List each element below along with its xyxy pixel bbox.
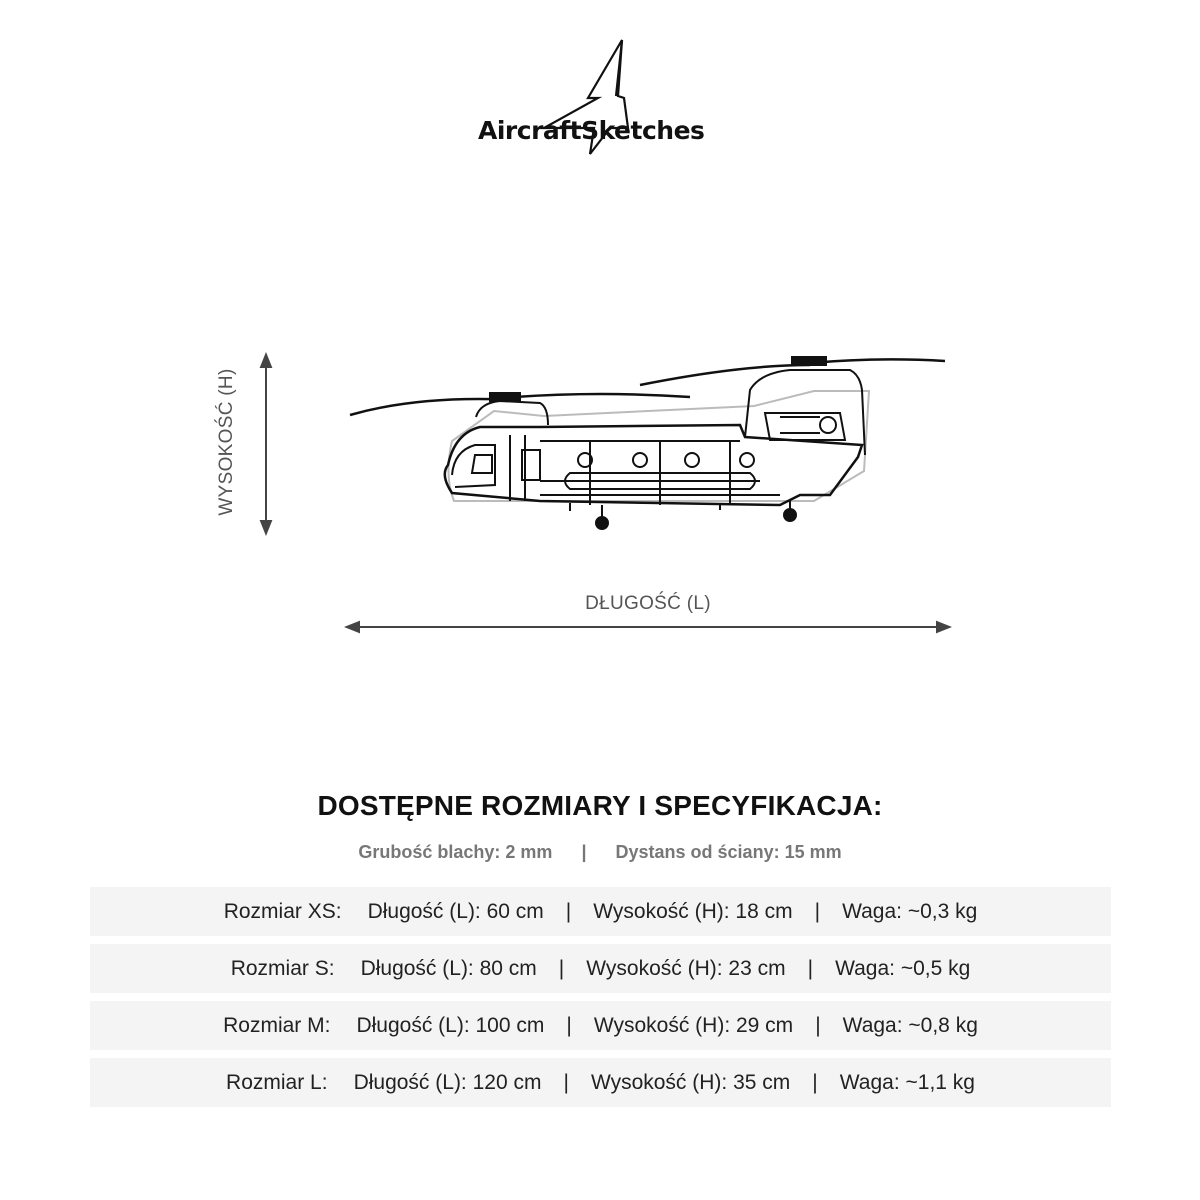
size-height: Wysokość (H): 29 cm	[593, 1013, 794, 1037]
spec-subtitle	[0, 842, 1200, 863]
size-row-m	[90, 1001, 1111, 1050]
separator: |	[815, 1013, 821, 1037]
helicopter-sketch	[340, 345, 960, 545]
sizes-table	[90, 887, 1111, 1115]
size-name: Rozmiar XS:	[223, 899, 342, 923]
size-height: Wysokość (H): 35 cm	[590, 1070, 791, 1094]
size-name: Rozmiar L:	[226, 1070, 328, 1094]
size-name: Rozmiar S:	[230, 956, 335, 980]
separator: |	[558, 956, 565, 980]
logo-text: AircraftSketches	[478, 116, 705, 145]
wall-distance: Dystans od ściany: 15 mm	[615, 842, 842, 862]
length-label: DŁUGOŚĆ (L)	[585, 593, 711, 614]
size-length: Długość (L): 100 cm	[356, 1013, 545, 1037]
size-weight: Waga: ~1,1 kg	[839, 1070, 975, 1094]
spec-title: DOSTĘPNE ROZMIARY I SPECYFIKACJA:	[317, 790, 883, 821]
size-weight: Waga: ~0,5 kg	[835, 956, 971, 980]
size-height: Wysokość (H): 18 cm	[593, 899, 793, 923]
size-row-l	[90, 1058, 1111, 1107]
size-weight: Waga: ~0,8 kg	[842, 1013, 978, 1037]
size-row-s	[90, 944, 1111, 993]
separator: |	[814, 899, 821, 923]
size-height: Wysokość (H): 23 cm	[586, 956, 786, 980]
size-name: Rozmiar M:	[223, 1013, 331, 1037]
size-length: Długość (L): 120 cm	[353, 1070, 542, 1094]
sheet-thickness: Grubość blachy: 2 mm	[358, 842, 553, 862]
separator: |	[563, 1070, 569, 1094]
size-length: Długość (L): 60 cm	[367, 899, 544, 923]
size-weight: Waga: ~0,3 kg	[842, 899, 978, 923]
size-row-xs	[90, 887, 1111, 936]
separator: |	[581, 842, 587, 862]
separator: |	[565, 899, 572, 923]
separator: |	[812, 1070, 818, 1094]
separator: |	[566, 1013, 572, 1037]
size-length: Długość (L): 80 cm	[360, 956, 537, 980]
separator: |	[807, 956, 814, 980]
height-label: WYSOKOŚĆ (H)	[216, 368, 237, 516]
